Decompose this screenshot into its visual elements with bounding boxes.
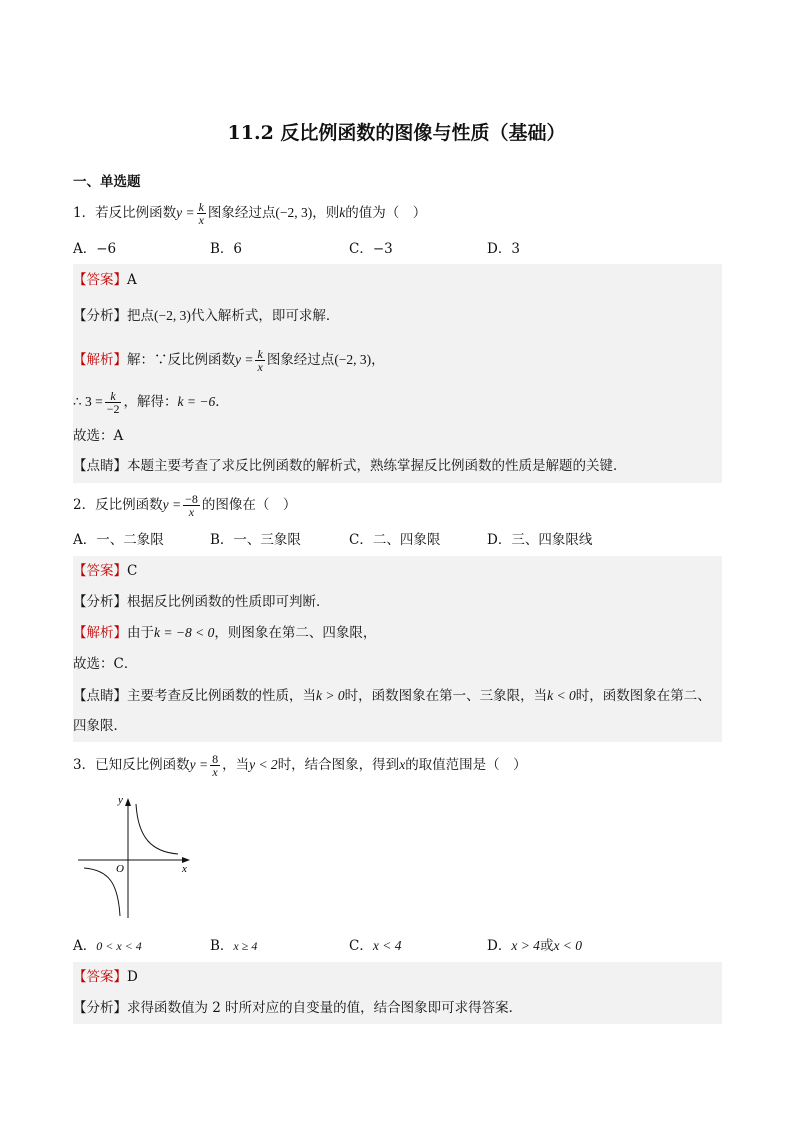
x-axis-label: x	[182, 863, 187, 875]
q1-step-c: k = −6	[177, 394, 216, 409]
q3-option-d	[487, 936, 582, 956]
q2-solution	[73, 623, 376, 643]
question-2	[73, 493, 296, 518]
q2-num: −8	[185, 492, 198, 506]
q3-opt-d-or: 或	[539, 938, 554, 954]
q3-option-c	[349, 936, 401, 956]
q3-mid-a: ，当	[222, 757, 250, 773]
q3-analysis	[73, 998, 522, 1018]
q2-comment-m1: k > 0	[316, 688, 345, 703]
q1-solution-block	[73, 264, 722, 483]
q1-k: k	[339, 205, 346, 220]
q1-analysis-a: 把点	[127, 308, 154, 324]
comment-tag: 【点睛】	[73, 688, 127, 704]
q2-option-d: D．三、四象限线	[487, 532, 593, 548]
q2-answer-value: C	[127, 563, 138, 579]
q2-comment-c: 时，函数图象在第二、	[575, 688, 711, 704]
q2-answer	[73, 561, 137, 581]
q1-step	[73, 390, 229, 415]
q1-solution-point: (−2, 3)	[334, 352, 372, 367]
q3-option-b	[210, 936, 257, 956]
q2-comment-a: 主要考查反比例函数的性质，当	[127, 688, 316, 704]
question-1	[73, 201, 426, 226]
q2-option-c: C．二、四象限	[349, 532, 441, 548]
q1-step-d: ．	[215, 394, 229, 410]
q1-choose: 故选：A	[73, 428, 124, 444]
q3-analysis-text: 求得函数值为 2 时所对应的自变量的值，结合图象即可求得答案．	[127, 1000, 523, 1016]
answer-tag: 【答案】	[73, 563, 127, 579]
q1-option-a: A．−6	[73, 241, 117, 257]
q1-analysis	[73, 306, 339, 326]
q2-choose: 故选：C．	[73, 656, 138, 672]
q2-analysis-text: 根据反比例函数的性质即可判断．	[127, 594, 330, 610]
q1-end: 的值为（ ）	[345, 205, 427, 221]
q1-analysis-b: 代入解析式，即可求解．	[190, 308, 340, 324]
q3-opt-d-value2: x < 0	[553, 938, 583, 953]
q1-point: (−2, 3)	[275, 205, 313, 220]
q1-solution-y: y =	[235, 352, 254, 367]
answer-tag: 【答案】	[73, 969, 127, 985]
hyperbola-graph	[74, 790, 194, 925]
q1-step-b: ，解得：	[123, 394, 178, 410]
q3-prefix: 3．已知反比例函数	[73, 757, 190, 773]
q1-option-c: C．−3	[349, 241, 393, 257]
q1-y: y =	[176, 205, 195, 220]
q1-step-den: −2	[106, 402, 120, 416]
q1-option-b: B．6	[210, 241, 243, 257]
q2-analysis	[73, 592, 330, 612]
q1-solution-den: x	[257, 360, 263, 374]
q2-solution-a: 由于	[127, 625, 154, 641]
q3-num: 8	[212, 752, 219, 766]
q1-answer-value: A	[127, 272, 137, 288]
q2-comment-cont: 四象限．	[73, 718, 127, 734]
comment-tag: 【点睛】	[73, 458, 127, 474]
q1-solution-fraction	[255, 348, 264, 373]
hyperbola-branch-q3	[84, 868, 120, 916]
q2-option-b: B．一、三象限	[210, 532, 301, 548]
q2-option-a: A．一、二象限	[73, 532, 164, 548]
q2-prefix: 2．反比例函数	[73, 497, 163, 513]
solution-tag: 【解析】	[73, 625, 127, 641]
q3-opt-a-label: A．	[73, 938, 97, 954]
analysis-tag: 【分析】	[73, 594, 127, 610]
q1-comment	[73, 456, 627, 476]
q3-den: x	[212, 765, 218, 779]
hyperbola-branch-q1	[136, 804, 178, 854]
q1-answer	[73, 270, 137, 290]
q3-answer-value: D	[127, 969, 138, 985]
q1-step-num: k	[105, 390, 122, 403]
analysis-tag: 【分析】	[73, 308, 127, 324]
q3-cond: y < 2	[249, 757, 278, 772]
q1-prefix: 1．若反比例函数	[73, 205, 177, 221]
page-title: 11.2 反比例函数的图像与性质（基础）	[227, 122, 566, 144]
q3-opt-d-label: D．	[487, 938, 512, 954]
q1-den: x	[198, 213, 204, 227]
q3-y: y =	[189, 757, 209, 772]
answer-tag: 【答案】	[73, 272, 127, 288]
q1-analysis-point: (−2, 3)	[154, 308, 191, 323]
q3-opt-d-value1: x > 4	[511, 938, 540, 953]
q3-opt-b-label: B．	[210, 938, 234, 954]
y-axis-label: y	[118, 794, 123, 806]
q3-option-a	[73, 936, 142, 956]
q1-comment-text: 本题主要考查了求反比例函数的解析式，熟练掌握反比例函数的性质是解题的关键．	[127, 458, 627, 474]
q1-solution	[73, 348, 385, 373]
q3-x: x	[399, 757, 406, 772]
q1-step-a: ∴ 3 =	[73, 394, 103, 409]
q1-solution-c: ，	[371, 352, 385, 368]
q1-mid: 图象经过点	[207, 205, 276, 221]
q3-mid-b: 时，结合图象，得到	[277, 757, 400, 773]
q3-opt-c-value: x < 4	[372, 938, 402, 953]
q1-solution-b: 图象经过点	[266, 352, 335, 368]
q2-comment	[73, 686, 711, 706]
q3-answer	[73, 967, 138, 987]
q3-opt-c-label: C．	[349, 938, 373, 954]
q2-suffix: 的图像在（ ）	[201, 497, 297, 513]
q2-solution-m: k = −8 < 0	[154, 625, 215, 640]
q2-fraction	[183, 493, 200, 518]
q1-solution-a: 解：∵反比例函数	[127, 352, 235, 368]
q2-solution-b: ，则图象在第二、四象限，	[214, 625, 377, 641]
q1-step-fraction	[105, 390, 122, 415]
q1-fraction	[197, 201, 206, 226]
q1-suffix: ，则	[312, 205, 340, 221]
q3-suffix: 的取值范围是（ ）	[405, 757, 527, 773]
q2-comment-m2: k < 0	[547, 688, 576, 703]
origin-label: O	[116, 863, 124, 875]
solution-tag: 【解析】	[73, 352, 127, 368]
q1-option-d: D．3	[487, 241, 520, 257]
question-3	[73, 753, 527, 778]
q3-opt-b-value: x ≥ 4	[233, 939, 258, 953]
y-axis-arrow	[125, 798, 131, 806]
q2-den: x	[188, 505, 195, 519]
section-heading: 一、单选题	[73, 174, 141, 190]
analysis-tag: 【分析】	[73, 1000, 127, 1016]
q2-solution-block	[73, 556, 722, 742]
q3-fraction	[210, 753, 220, 778]
q1-solution-num: k	[257, 347, 263, 361]
q1-num: k	[198, 200, 204, 214]
q3-opt-a-value: 0 < x < 4	[96, 939, 142, 953]
q2-comment-b: 时，函数图象在第一、三象限，当	[344, 688, 548, 704]
q2-y: y =	[162, 497, 182, 512]
